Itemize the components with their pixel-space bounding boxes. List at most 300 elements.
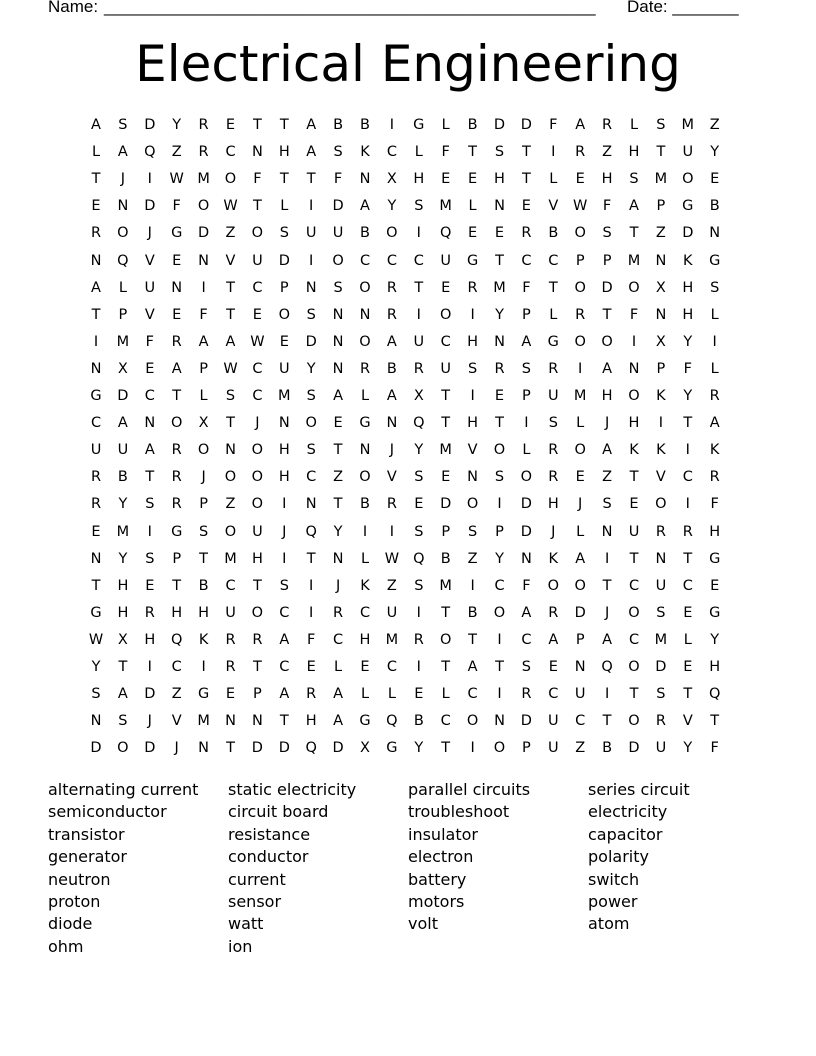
grid-letter: O [601,333,613,350]
grid-letter: I [93,333,99,350]
grid-letter: R [521,225,532,242]
grid-letter: O [628,713,640,730]
grid-letter: E [710,577,720,594]
grid-letter: R [655,523,666,540]
grid-letter: N [251,713,263,730]
grid-letter: B [333,117,344,133]
grid-letter: T [252,577,262,594]
grid-letter: A [360,198,370,215]
grid-letter: E [468,225,478,242]
grid-letter: P [575,252,585,269]
grid-letter: D [278,740,290,757]
grid-letter: R [655,713,666,730]
grid-letter: V [655,469,666,486]
grid-letter: V [144,306,155,323]
grid-letter: N [171,279,183,296]
grid-letter: A [521,604,532,621]
grid-letter: J [578,496,583,513]
grid-letter: N [251,144,263,161]
grid-letter: Q [413,415,425,432]
grid-letter: E [468,171,478,188]
grid-letter: H [547,496,559,513]
grid-letter: I [416,604,421,621]
grid-letter: T [91,306,101,323]
grid-letter: L [334,659,343,675]
grid-letter: I [658,415,664,432]
grid-letter: P [199,496,208,513]
grid-letter: C [413,252,424,269]
grid-letter: Q [708,686,721,703]
grid-letter: G [359,415,371,432]
grid-letter: D [251,740,263,757]
grid-letter: I [497,631,502,648]
grid-letter: E [494,388,505,404]
grid-letter: G [709,550,721,567]
word-bank-item: conductor [228,847,309,867]
grid-letter: L [629,117,639,133]
grid-letter: C [628,577,640,594]
grid-letter: S [521,360,531,377]
grid-letter: I [389,117,395,133]
grid-letter: T [252,198,262,215]
grid-letter: N [332,360,344,377]
grid-letter: B [386,360,397,377]
grid-letter: O [386,225,398,242]
grid-letter: A [144,442,155,459]
word-bank-item: current [228,869,286,889]
grid-letter: C [252,279,263,296]
grid-letter: X [117,631,128,648]
grid-letter: B [360,496,370,513]
grid-letter: T [441,659,451,675]
grid-letter: R [144,604,155,621]
grid-row [91,196,736,216]
word-column [588,779,763,936]
grid-letter: X [386,171,397,188]
grid-letter: G [709,604,721,621]
grid-letter: E [414,496,424,513]
grid-letter: O [493,740,506,757]
grid-letter: N [90,252,102,269]
grid-letter: D [144,117,156,133]
grid-letter: E [172,306,182,323]
grid-letter: Q [305,740,317,757]
grid-letter: T [521,171,531,188]
grid-letter: F [710,496,719,513]
grid-letter: E [548,659,558,675]
grid-letter: A [117,144,128,161]
grid-letter: S [467,523,478,540]
grid-letter: P [199,360,208,377]
grid-letter: O [439,631,452,648]
grid-letter: A [91,117,101,133]
grid-letter: Y [495,306,504,323]
grid-letter: E [145,577,155,594]
grid-letter: W [169,171,184,188]
grid-letter: Y [91,659,101,675]
grid-letter: G [90,604,102,621]
grid-letter: M [197,171,210,188]
grid-letter: S [414,523,424,540]
grid-letter: D [574,604,586,621]
grid-letter: I [362,523,368,540]
grid-letter: S [656,686,666,703]
grid-letter: T [441,388,451,404]
grid-letter: X [117,360,128,377]
grid-letter: S [225,388,236,404]
grid-letter: C [144,388,155,404]
grid-letter: O [574,279,586,296]
grid-letter: W [573,198,588,215]
grid-letter: V [225,252,236,269]
grid-letter: M [278,388,291,404]
grid-letter: O [439,306,452,323]
grid-letter: I [201,659,206,675]
grid-letter: K [656,388,666,404]
grid-letter: P [253,686,262,703]
grid-letter: Z [575,740,586,757]
grid-letter: B [198,577,209,594]
grid-letter: N [225,442,236,459]
grid-letter: C [90,415,102,432]
grid-letter: R [198,117,209,133]
grid-letter: I [416,225,421,242]
grid-letter: N [278,415,290,432]
grid-letter: E [252,306,262,323]
grid-letter: H [467,333,479,350]
grid-letter: C [279,659,290,675]
grid-letter: Z [171,686,182,703]
grid-letter: P [495,523,504,540]
grid-letter: D [198,225,210,242]
grid-letter: J [604,604,610,621]
grid-row [91,278,736,298]
grid-letter: U [278,360,290,377]
grid-letter: R [575,144,586,161]
grid-letter: D [520,496,532,513]
grid-letter: L [118,279,127,296]
grid-letter: E [414,686,424,703]
grid-letter: M [385,631,399,648]
grid-letter: I [309,198,314,215]
page-title: Electrical Engineering [135,35,681,93]
grid-letter: A [709,415,720,432]
grid-letter: C [171,659,182,675]
grid-letter: J [147,713,152,730]
grid-letter: A [91,279,101,296]
grid-letter: G [466,252,479,269]
word-bank-item: static electricity [228,780,357,799]
grid-letter: Q [170,631,183,648]
grid-letter: S [414,469,424,486]
grid-letter: A [198,333,209,350]
grid-letter: C [494,577,505,594]
grid-letter: U [332,225,344,242]
grid-letter: A [333,686,344,703]
grid-letter: T [414,279,424,296]
grid-letter: Q [305,523,317,540]
grid-letter: K [629,442,639,459]
grid-letter: D [628,740,640,757]
grid-letter: D [332,740,344,757]
grid-letter: C [440,713,451,730]
grid-letter: H [278,442,290,459]
word-bank-item: volt [408,914,438,934]
grid-letter: H [413,171,425,188]
grid-letter: D [144,740,156,757]
grid-letter: R [575,306,586,323]
grid-letter: M [439,198,452,215]
grid-letter: T [279,171,289,188]
grid-letter: P [279,279,289,296]
grid-letter: H [251,550,263,567]
grid-letter: S [494,469,505,486]
grid-letter: C [359,604,371,621]
grid-letter: Z [602,144,613,161]
grid-letter: P [602,252,612,269]
grid-letter: C [225,577,236,594]
grid-letter: X [360,740,370,757]
grid-letter: E [91,523,101,540]
grid-letter: K [683,252,693,269]
name-field[interactable]: ____________________________________________________ [104,0,596,16]
word-bank-item: atom [588,914,630,934]
grid-letter: N [494,198,505,215]
grid-letter: N [332,550,344,567]
grid-letter: F [683,360,692,377]
grid-letter: L [683,631,692,648]
grid-letter: T [683,550,693,567]
grid-letter: H [171,604,183,621]
grid-letter: E [333,415,343,432]
grid-letter: I [309,604,314,621]
grid-letter: I [147,171,152,188]
grid-letter: T [226,279,235,296]
grid-letter: O [197,442,210,459]
grid-letter: Y [387,198,397,215]
grid-letter: M [116,523,130,540]
grid-letter: U [225,604,236,621]
grid-letter: W [250,333,265,350]
grid-letter: O [197,198,210,215]
grid-letter: Z [333,469,344,486]
grid-letter: U [305,225,317,242]
word-bank-item: switch [588,869,640,889]
grid-letter: O [224,469,237,486]
grid-letter: I [147,523,152,540]
grid-letter: D [117,388,129,404]
grid-row [90,549,736,569]
grid-letter: H [628,415,640,432]
grid-letter: N [305,496,317,513]
grid-letter: E [441,469,451,486]
grid-letter: Z [709,117,720,133]
grid-letter: L [414,144,423,161]
grid-letter: D [332,198,344,215]
grid-letter: O [655,496,667,513]
grid-letter: M [654,631,668,648]
grid-letter: Q [413,550,425,567]
grid-letter: I [416,659,421,675]
grid-letter: B [602,740,613,757]
grid-letter: S [91,686,101,703]
grid-letter: E [683,659,693,675]
grid-letter: P [522,306,531,323]
grid-letter: C [682,577,693,594]
grid-letter: A [279,686,290,703]
grid-letter: U [574,686,586,703]
grid-letter: O [251,225,264,242]
grid-letter: Y [118,496,128,513]
grid-letter: N [90,360,102,377]
grid-letter: L [710,306,719,323]
grid-row [91,142,736,162]
grid-letter: I [470,740,475,757]
grid-letter: T [548,279,558,296]
grid-letter: I [470,306,475,323]
word-bank-item: diode [48,914,93,934]
grid-letter: L [549,171,558,188]
grid-letter: U [655,577,667,594]
word-bank-item: capacitor [588,824,663,844]
grid-letter: T [602,713,612,730]
grid-letter: B [360,117,370,133]
grid-letter: O [305,415,317,432]
grid-letter: B [467,604,478,621]
grid-letter: Z [467,550,478,567]
grid-letter: Q [386,713,398,730]
grid-letter: Q [144,144,156,161]
grid-letter: O [574,225,586,242]
grid-letter: T [226,415,235,432]
grid-letter: L [199,388,208,404]
grid-letter: A [467,659,478,675]
grid-letter: O [628,279,640,296]
grid-letter: R [333,604,344,621]
grid-letter: L [280,198,289,215]
grid-letter: P [522,740,531,757]
grid-letter: O [574,442,586,459]
grid-letter: I [282,550,287,567]
grid-letter: C [575,713,586,730]
grid-letter: N [359,442,371,459]
word-bank-item: battery [408,869,467,889]
grid-letter: O [170,415,183,432]
word-bank-item: resistance [228,824,311,844]
grid-letter: U [413,333,425,350]
grid-letter: O [520,469,533,486]
grid-letter: Y [710,144,720,161]
word-column [228,779,403,958]
grid-letter: V [548,198,559,215]
grid-row [90,413,736,433]
grid-letter: R [386,279,397,296]
grid-letter: S [306,388,316,404]
grid-letter: P [656,360,666,377]
grid-letter: O [466,496,479,513]
grid-letter: G [547,333,559,350]
grid-letter: C [548,252,559,269]
grid-letter: R [252,631,263,648]
grid-letter: S [467,360,478,377]
grid-letter: A [279,631,290,648]
grid-letter: S [656,604,666,621]
grid-letter: A [117,415,128,432]
grid-letter: S [306,306,316,323]
grid-letter: O [251,442,264,459]
word-bank-item: ohm [48,936,84,956]
grid-letter: R [709,388,720,404]
grid-letter: R [90,496,102,513]
grid-letter: N [332,306,344,323]
grid-letter: F [307,631,316,648]
grid-letter: G [682,198,694,215]
grid-letter: U [682,144,694,161]
grid-letter: T [602,577,612,594]
grid-letter: N [332,333,344,350]
word-bank-item: electron [408,847,474,867]
grid-letter: K [198,631,209,648]
grid-letter: F [629,306,639,323]
grid-letter: R [467,279,478,296]
grid-letter: T [279,713,289,730]
grid-letter: N [494,713,505,730]
grid-letter: H [628,144,640,161]
word-bank-item: watt [228,914,264,934]
grid-letter: C [252,360,263,377]
grid-letter: C [359,252,371,269]
grid-letter: I [470,577,475,594]
grid-letter: M [197,713,210,730]
grid-row [93,332,736,352]
grid-letter: X [198,415,209,432]
grid-letter: T [441,415,451,432]
grid-letter: M [439,442,452,459]
grid-letter: S [602,496,612,513]
grid-letter: E [710,171,720,188]
grid-letter: M [627,252,641,269]
grid-letter: N [655,306,667,323]
grid-letter: T [252,659,262,675]
grid-letter: Z [602,469,613,486]
grid-letter: T [683,686,693,703]
grid-letter: T [172,577,182,594]
grid-letter: H [682,279,694,296]
grid-letter: Y [333,523,343,540]
grid-letter: F [522,279,531,296]
grid-letter: Y [172,117,182,133]
grid-letter: U [655,740,667,757]
grid-row [91,169,736,189]
grid-letter: D [655,659,667,675]
grid-letter: B [117,469,128,486]
grid-letter: T [441,740,451,757]
grid-letter: U [252,523,263,540]
grid-letter: R [225,659,236,675]
grid-letter: O [628,659,640,675]
word-bank-item: semiconductor [48,802,167,822]
date-field[interactable]: Date: _______ [627,0,739,16]
grid-letter: N [144,415,156,432]
grid-row [91,522,736,542]
grid-row [90,494,736,514]
grid-letter: T [306,171,316,188]
grid-letter: S [521,659,531,675]
grid-letter: C [386,144,397,161]
grid-letter: C [467,686,478,703]
grid-letter: C [386,659,397,675]
grid-letter: T [495,415,504,432]
